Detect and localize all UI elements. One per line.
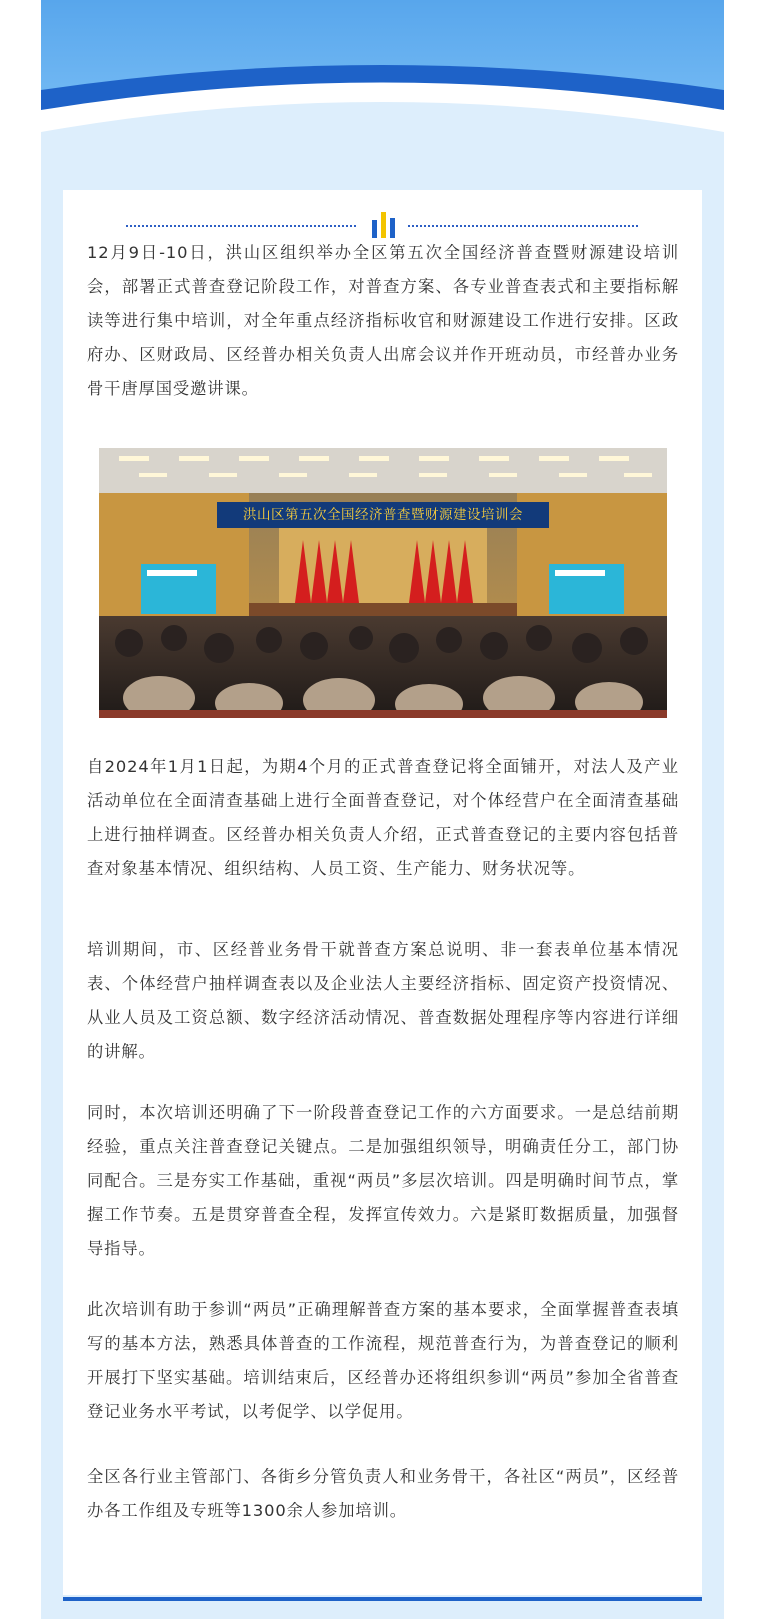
icon-bar-yellow [381, 212, 386, 238]
section-divider [126, 212, 638, 238]
bar-chart-icon [370, 212, 398, 238]
article-card [63, 190, 702, 1595]
bottom-accent-line [63, 1597, 702, 1601]
icon-bar-blue-right [390, 218, 395, 238]
meeting-hall-illustration [99, 448, 667, 718]
article-page [41, 0, 724, 1619]
paragraph-2: 自2024年1月1日起，为期4个月的正式普查登记将全面铺开，对法人及产业活动单位在全面清查基础上进行全面普查登记，对个体经营户在全面清查基础上进行抽样调查。区经普办相关负责人介绍，正式普查登记的主要内容包括普查对象基本情况、组织结构、人员工资、生产能力、财务状况等。 [87, 757, 679, 878]
paragraph-3: 培训期间，市、区经普业务骨干就普查方案总说明、非一套表单位基本情况表、个体经营户抽样调查表以及企业法人主要经济指标、固定资产投资情况、从业人员及工资总额、数字经济活动情况、普查数据处理程序等内容进行详细的讲解。 [87, 940, 679, 1061]
paragraph-5: 此次培训有助于参训“两员”正确理解普查方案的基本要求，全面掌握普查表填写的基本方法，熟悉具体普查的工作流程，规范普查行为，为普查登记的顺利开展打下坚实基础。培训结束后，区经普办还将组织参训“两员”参加全省普查登记业务水平考试，以考促学、以学促用。 [87, 1300, 679, 1421]
paragraph-6: 全区各行业主管部门、各街乡分管负责人和业务骨干，各社区“两员”，区经普办各工作组及专班等1300余人参加培训。 [87, 1467, 679, 1520]
header-wave-decoration [41, 0, 724, 200]
dotted-rule-right [408, 225, 638, 227]
paragraph-4: 同时，本次培训还明确了下一阶段普查登记工作的六方面要求。一是总结前期经验，重点关注普查登记关键点。二是加强组织领导，明确责任分工，部门协同配合。三是夯实工作基础，重视“两员”多层次培训。四是明确时间节点，掌握工作节奏。五是贯穿普查全程，发挥宣传效力。六是紧盯数据质量，加强督导指导。 [87, 1103, 679, 1258]
dotted-rule-left [126, 225, 356, 227]
meeting-banner-text: 洪山区第五次全国经济普查暨财源建设培训会 [243, 507, 523, 523]
paragraph-1: 12月9日-10日，洪山区组织举办全区第五次全国经济普查暨财源建设培训会，部署正式普查登记阶段工作，对普查方案、各专业普查表式和主要指标解读等进行集中培训，对全年重点经济指标收官和财源建设工作进行安排。区政府办、区财政局、区经普办相关负责人出席会议并作开班动员，市经普办业务骨干唐厚国受邀讲课。 [87, 243, 679, 398]
training-meeting-photo [99, 448, 667, 718]
